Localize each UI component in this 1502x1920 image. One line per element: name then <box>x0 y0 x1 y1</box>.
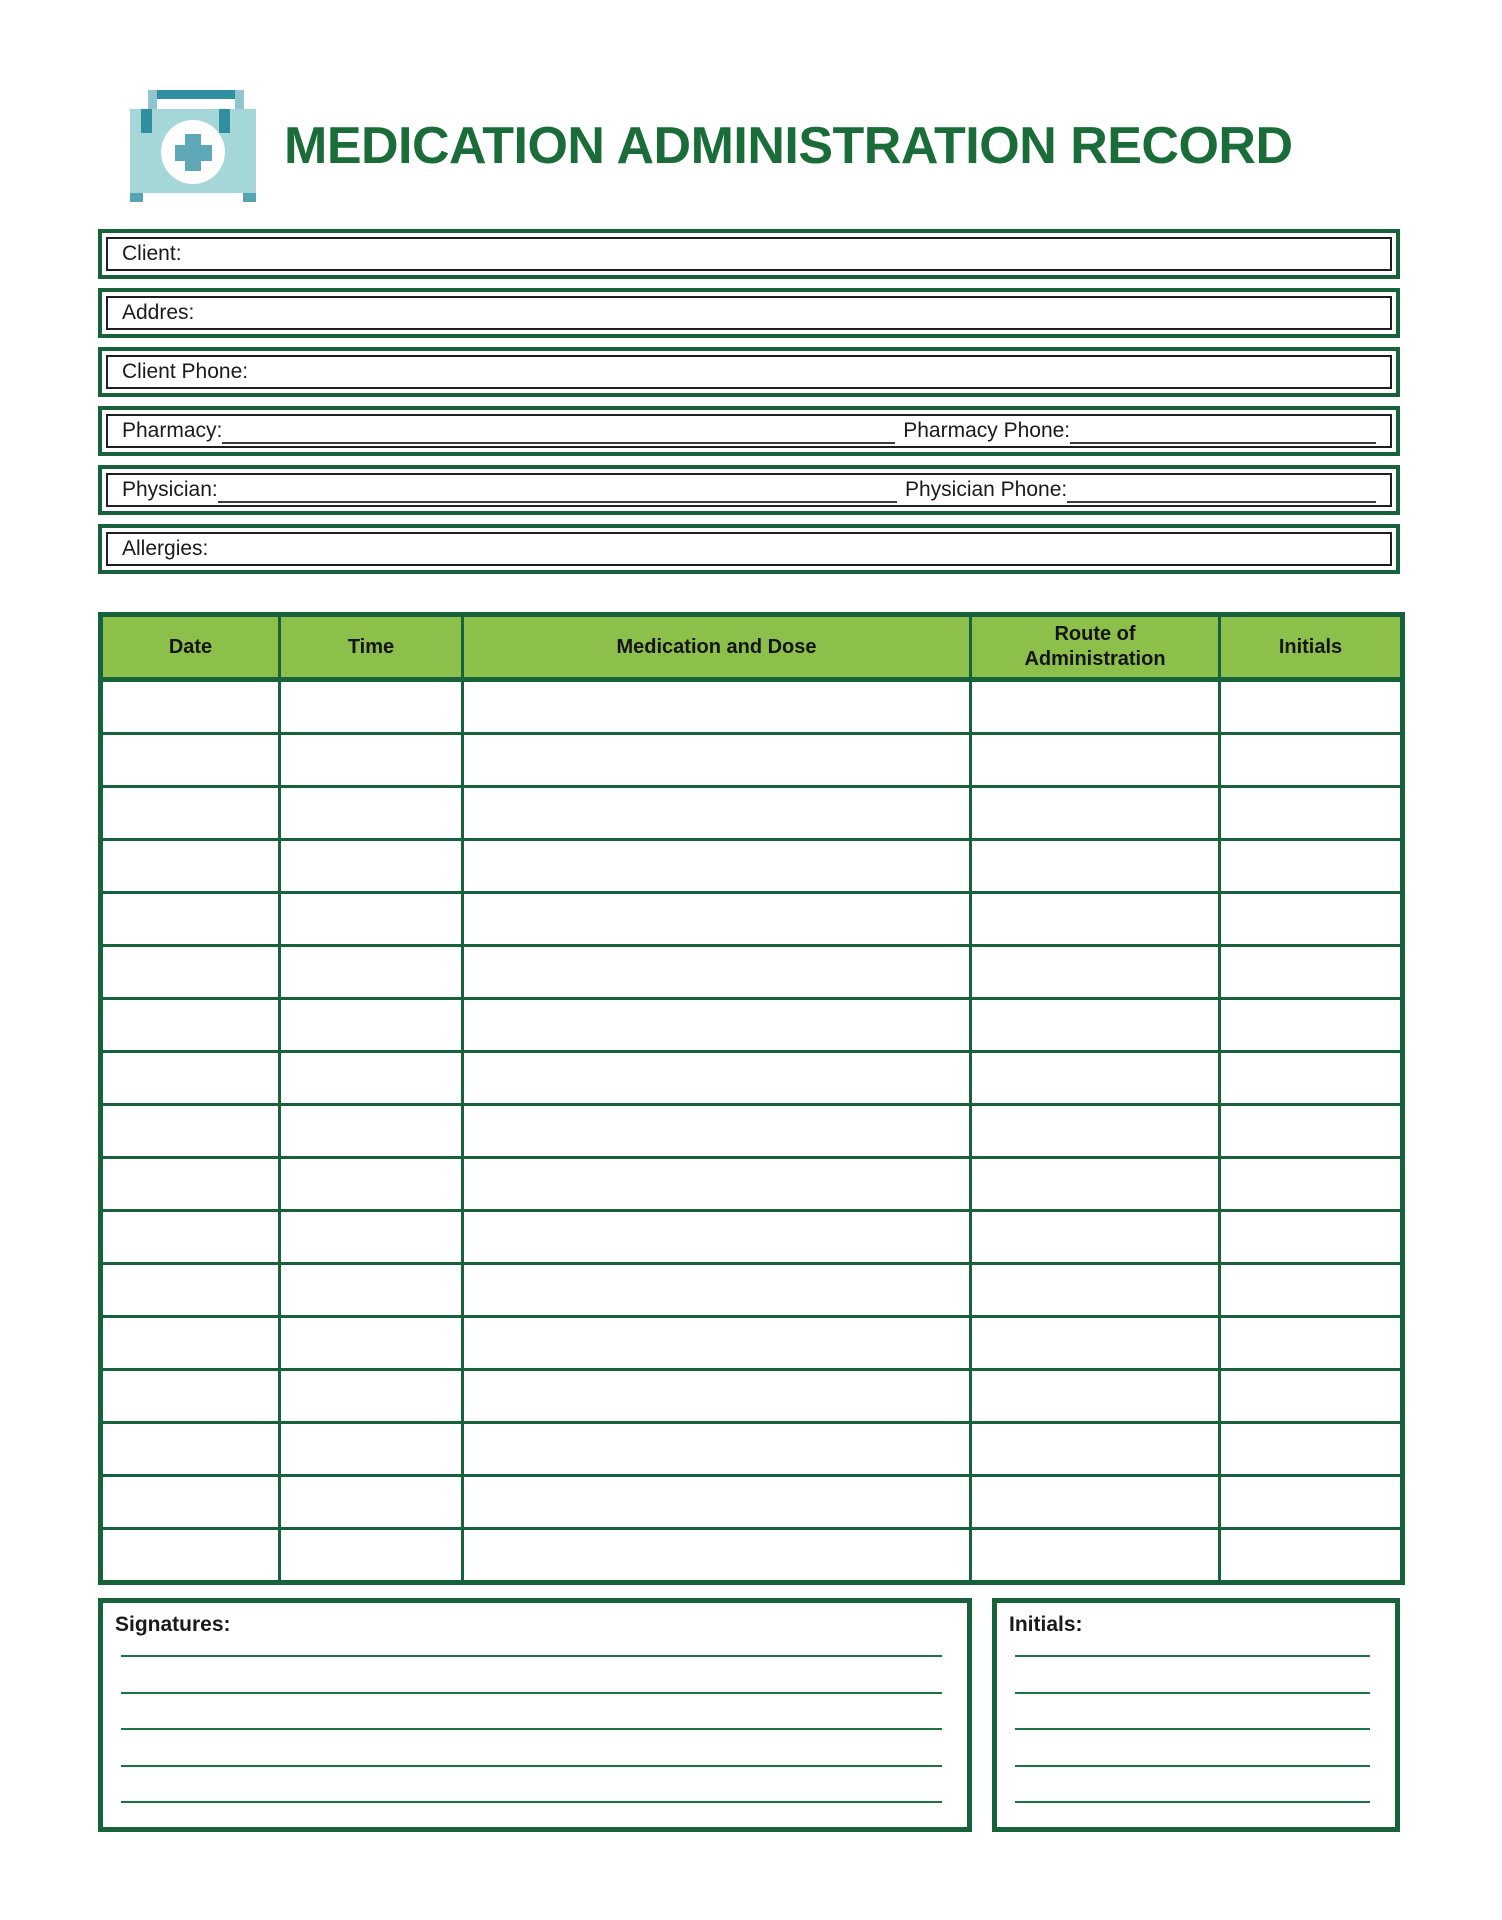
table-cell[interactable] <box>280 734 463 787</box>
table-cell[interactable] <box>971 680 1220 734</box>
table-cell[interactable] <box>463 840 971 893</box>
client-field-input[interactable] <box>182 239 1376 269</box>
first-aid-kit-foot <box>130 193 143 202</box>
table-row <box>101 1264 1403 1317</box>
table-row <box>101 999 1403 1052</box>
physician-phone-field-label: Physician Phone: <box>904 478 1068 501</box>
address-field-label: Addres: <box>122 301 195 324</box>
table-cell[interactable] <box>101 680 280 734</box>
table-cell[interactable] <box>1220 840 1403 893</box>
table-row <box>101 1370 1403 1423</box>
col-header-medication-and-dose: Medication and Dose <box>463 615 971 680</box>
initials-line[interactable] <box>1015 1765 1370 1767</box>
table-row <box>101 1529 1403 1583</box>
table-row <box>101 1211 1403 1264</box>
signature-line[interactable] <box>121 1692 942 1694</box>
table-cell[interactable] <box>280 999 463 1052</box>
table-cell[interactable] <box>463 680 971 734</box>
table-cell[interactable] <box>971 946 1220 999</box>
table-row <box>101 840 1403 893</box>
medication-table-header <box>101 615 1403 680</box>
first-aid-kit-handle-end <box>235 90 244 110</box>
initials-line[interactable] <box>1015 1655 1370 1657</box>
table-cell[interactable] <box>463 1476 971 1529</box>
table-cell[interactable] <box>101 1317 280 1370</box>
client-phone-field-input[interactable] <box>248 357 1376 387</box>
table-row <box>101 893 1403 946</box>
client-phone-field-label: Client Phone: <box>122 360 249 383</box>
table-cell[interactable] <box>1220 1211 1403 1264</box>
pharmacy-phone-input-line[interactable] <box>1070 418 1376 444</box>
table-cell[interactable] <box>101 999 280 1052</box>
table-row <box>101 680 1403 734</box>
address-field-input[interactable] <box>194 298 1376 328</box>
initials-label: Initials: <box>1009 1613 1083 1636</box>
table-cell[interactable] <box>101 1529 280 1583</box>
table-cell[interactable] <box>101 1423 280 1476</box>
signatures-label: Signatures: <box>115 1613 231 1636</box>
table-cell[interactable] <box>971 1529 1220 1583</box>
first-aid-kit-icon <box>130 90 256 202</box>
table-cell[interactable] <box>280 893 463 946</box>
address-field-box <box>98 288 1400 338</box>
table-cell[interactable] <box>101 734 280 787</box>
table-cell[interactable] <box>101 946 280 999</box>
table-cell[interactable] <box>101 893 280 946</box>
table-cell[interactable] <box>280 1158 463 1211</box>
table-cell[interactable] <box>1220 1529 1403 1583</box>
table-cell[interactable] <box>971 1423 1220 1476</box>
table-cell[interactable] <box>280 1529 463 1583</box>
first-aid-kit-strap <box>141 109 152 133</box>
medication-table <box>98 612 1405 1585</box>
table-cell[interactable] <box>971 893 1220 946</box>
table-cell[interactable] <box>971 999 1220 1052</box>
initials-line[interactable] <box>1015 1801 1370 1803</box>
table-cell[interactable] <box>463 999 971 1052</box>
table-cell[interactable] <box>971 787 1220 840</box>
table-row <box>101 1052 1403 1105</box>
table-cell[interactable] <box>1220 1370 1403 1423</box>
table-cell[interactable] <box>463 946 971 999</box>
table-cell[interactable] <box>1220 1317 1403 1370</box>
table-cell[interactable] <box>1220 893 1403 946</box>
col-header-initials: Initials <box>1220 615 1403 680</box>
physician-input-line[interactable] <box>218 477 897 503</box>
table-cell[interactable] <box>971 1370 1220 1423</box>
table-cell[interactable] <box>280 680 463 734</box>
pharmacy-field-label: Pharmacy: <box>122 419 223 442</box>
table-cell[interactable] <box>971 1264 1220 1317</box>
table-cell[interactable] <box>463 1529 971 1583</box>
table-cell[interactable] <box>1220 946 1403 999</box>
initials-lines <box>1015 1655 1370 1803</box>
table-cell[interactable] <box>280 1476 463 1529</box>
table-cell[interactable] <box>280 1052 463 1105</box>
table-cell[interactable] <box>463 1052 971 1105</box>
table-cell[interactable] <box>101 1264 280 1317</box>
table-cell[interactable] <box>101 1476 280 1529</box>
table-cell[interactable] <box>280 946 463 999</box>
table-cell[interactable] <box>463 1370 971 1423</box>
table-cell[interactable] <box>1220 1105 1403 1158</box>
pharmacy-field-box <box>98 406 1400 456</box>
medical-cross-icon <box>175 145 212 161</box>
table-cell[interactable] <box>1220 1264 1403 1317</box>
table-cell[interactable] <box>280 1211 463 1264</box>
table-cell[interactable] <box>1220 787 1403 840</box>
table-cell[interactable] <box>971 734 1220 787</box>
col-header-time: Time <box>280 615 463 680</box>
first-aid-kit-handle <box>155 90 236 99</box>
table-cell[interactable] <box>463 1158 971 1211</box>
table-row <box>101 1105 1403 1158</box>
physician-field-box <box>98 465 1400 515</box>
table-cell[interactable] <box>280 1264 463 1317</box>
table-cell[interactable] <box>101 1158 280 1211</box>
allergies-field-box <box>98 524 1400 574</box>
table-cell[interactable] <box>463 1264 971 1317</box>
signature-line[interactable] <box>121 1765 942 1767</box>
first-aid-kit-handle-end <box>148 90 157 110</box>
initials-line[interactable] <box>1015 1692 1370 1694</box>
pharmacy-phone-field-label: Pharmacy Phone: <box>903 419 1071 442</box>
table-row <box>101 1158 1403 1211</box>
table-cell[interactable] <box>971 1158 1220 1211</box>
signature-line[interactable] <box>121 1655 942 1657</box>
table-cell[interactable] <box>971 1105 1220 1158</box>
table-cell[interactable] <box>101 1052 280 1105</box>
allergies-field-label: Allergies: <box>122 537 209 560</box>
medication-table-body <box>101 680 1403 1583</box>
first-aid-kit-strap <box>219 109 230 133</box>
table-cell[interactable] <box>1220 1423 1403 1476</box>
table-cell[interactable] <box>101 1105 280 1158</box>
table-row <box>101 734 1403 787</box>
table-cell[interactable] <box>463 1423 971 1476</box>
table-cell[interactable] <box>1220 1158 1403 1211</box>
signature-lines <box>121 1655 942 1803</box>
table-cell[interactable] <box>101 1370 280 1423</box>
table-cell[interactable] <box>971 1317 1220 1370</box>
table-cell[interactable] <box>463 893 971 946</box>
table-cell[interactable] <box>463 734 971 787</box>
table-cell[interactable] <box>463 1211 971 1264</box>
table-cell[interactable] <box>280 1317 463 1370</box>
table-row <box>101 787 1403 840</box>
allergies-field-input[interactable] <box>208 534 1376 564</box>
table-cell[interactable] <box>101 1211 280 1264</box>
table-cell[interactable] <box>280 787 463 840</box>
col-header-route-of-administration: Route of Administration <box>971 615 1220 680</box>
table-cell[interactable] <box>280 1105 463 1158</box>
table-cell[interactable] <box>463 1105 971 1158</box>
signatures-box <box>98 1598 972 1832</box>
table-cell[interactable] <box>971 1211 1220 1264</box>
initials-line[interactable] <box>1015 1728 1370 1730</box>
client-field-label: Client: <box>122 242 182 265</box>
client-phone-field-box <box>98 347 1400 397</box>
table-row <box>101 1423 1403 1476</box>
table-cell[interactable] <box>971 840 1220 893</box>
table-row <box>101 1476 1403 1529</box>
page-title: MEDICATION ADMINISTRATION RECORD <box>284 117 1293 175</box>
table-row <box>101 1317 1403 1370</box>
table-cell[interactable] <box>1220 680 1403 734</box>
physician-field-label: Physician: <box>122 478 218 501</box>
signature-line[interactable] <box>121 1801 942 1803</box>
col-header-date: Date <box>101 615 280 680</box>
table-row <box>101 946 1403 999</box>
client-field-box <box>98 229 1400 279</box>
table-cell[interactable] <box>1220 999 1403 1052</box>
signature-line[interactable] <box>121 1728 942 1730</box>
pharmacy-input-line[interactable] <box>222 418 895 444</box>
initials-box <box>992 1598 1400 1832</box>
table-cell[interactable] <box>280 1370 463 1423</box>
first-aid-kit-foot <box>243 193 256 202</box>
table-cell[interactable] <box>463 1317 971 1370</box>
table-cell[interactable] <box>971 1052 1220 1105</box>
table-cell[interactable] <box>101 787 280 840</box>
table-cell[interactable] <box>971 1476 1220 1529</box>
table-cell[interactable] <box>280 1423 463 1476</box>
table-cell[interactable] <box>1220 1052 1403 1105</box>
table-cell[interactable] <box>101 840 280 893</box>
table-cell[interactable] <box>280 840 463 893</box>
table-cell[interactable] <box>1220 1476 1403 1529</box>
table-cell[interactable] <box>1220 734 1403 787</box>
physician-phone-input-line[interactable] <box>1067 477 1376 503</box>
table-cell[interactable] <box>463 787 971 840</box>
